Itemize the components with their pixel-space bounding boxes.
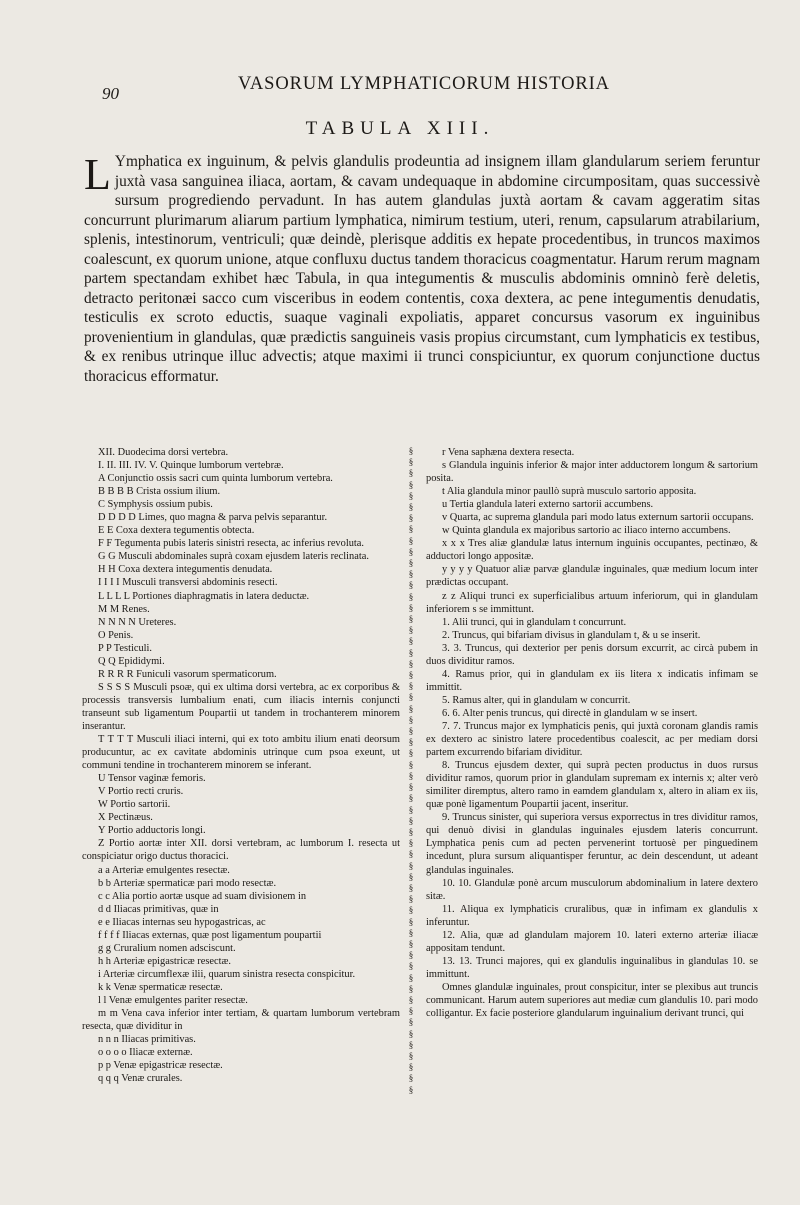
divider-ornament-icon: §: [408, 1062, 414, 1073]
legend-entry: l l Venæ emulgentes pariter resectæ.: [98, 994, 248, 1006]
legend-entry: f f f f Iliacas externas, quæ post ligamentum poupartii: [98, 929, 322, 941]
legend-entry: 3. 3. Truncus, qui dexterior per penis dorsum excurrit, ac circà pubem in duos dividitur ramos.: [426, 642, 758, 667]
legend-entry: H H Coxa dextera integumentis denudata.: [98, 564, 273, 576]
divider-ornament-icon: §: [408, 927, 414, 938]
divider-ornament-icon: §: [408, 782, 414, 793]
divider-ornament-icon: §: [408, 468, 414, 479]
legend-entry: e e Iliacas internas seu hypogastricas, ac: [98, 916, 266, 928]
legend-entry: r Vena saphæna dextera resecta.: [442, 447, 575, 458]
legend-entry: 8. Truncus ejusdem dexter, qui suprà pecten productus in duos rursus dividitur ramos, quorum prior in glandulam supremam ex internis x; alter verò similiter diremptus, altero ramo in eamdem glandulam x, altero in aliam ex iis, quæ ponè ligamentum Poupartii jacent, inseritur.: [426, 760, 758, 811]
divider-ornament-icon: §: [408, 815, 414, 826]
divider-ornament-icon: §: [408, 1006, 414, 1017]
legend-entry: S S S S Musculi psoæ, qui ex ultima dorsi vertebra, ac ex corporibus & processis transversis lumbalium enati, cum iliacis internis conjuncti transeunt sub ligamentum Poupartii ut tandem in trochanterem minorem inserantur.: [82, 681, 400, 732]
legend-entry: s Glandula inguinis inferior & major inter adductorem longum & sartorium posita.: [426, 460, 758, 485]
legend-entry: x x x Tres aliæ glandulæ latus internum inguinis occupantes, pectinæo, & adductori longo appositæ.: [426, 538, 758, 563]
divider-ornament-icon: §: [408, 524, 414, 535]
legend-entry: 5. Ramus alter, qui in glandulam w concurrit.: [442, 694, 631, 706]
divider-ornament-icon: §: [408, 513, 414, 524]
legend-entry: W Portio sartorii.: [98, 799, 171, 811]
legend-entry: Y Portio adductoris longi.: [98, 825, 206, 837]
divider-ornament-icon: §: [408, 1017, 414, 1028]
legend-entry: w Quinta glandula ex majoribus sartorio ac iliaco interno accumbens.: [442, 525, 731, 537]
legend-entry: 12. Alia, quæ ad glandulam majorem 10. lateri externo arteriæ iliacæ appositam tendunt.: [426, 929, 758, 954]
legend-entry: 4. Ramus prior, qui in glandulam ex iis litera x indicatis infimam se immittit.: [426, 668, 758, 693]
divider-ornament-icon: §: [408, 636, 414, 647]
legend-entry: XII. Duodecima dorsi vertebra.: [98, 447, 229, 458]
legend-entry: i Arteriæ circumflexæ ilii, quarum sinistra resecta conspicitur.: [98, 968, 356, 980]
legend-entry: E E Coxa dextera tegumentis obtecta.: [98, 525, 255, 537]
divider-ornament-icon: §: [408, 826, 414, 837]
divider-ornament-icon: §: [408, 602, 414, 613]
divider-ornament-icon: §: [408, 994, 414, 1005]
divider-ornament-icon: §: [408, 950, 414, 961]
divider-ornament-icon: §: [408, 658, 414, 669]
divider-ornament-icon: §: [408, 793, 414, 804]
legend-entry: X Pectinæus.: [98, 812, 153, 824]
divider-ornament-icon: §: [408, 1084, 414, 1095]
legend-entry: L L L L Portiones diaphragmatis in latera deductæ.: [98, 590, 310, 602]
legend-entry: A Conjunctio ossis sacri cum quinta lumborum vertebra.: [98, 473, 333, 485]
legend-entry: o o o o Iliacæ externæ.: [98, 1047, 193, 1059]
divider-ornament-icon: §: [408, 905, 414, 916]
legend-entry: y y y y Quatuor aliæ parvæ glandulæ inguinales, quæ medium locum inter prædictas occupant.: [426, 564, 758, 589]
divider-ornament-icon: §: [408, 558, 414, 569]
legend-entry: h h Arteriæ epigastricæ resectæ.: [98, 955, 232, 967]
divider-ornament-icon: §: [408, 972, 414, 983]
divider-ornament-icon: §: [408, 457, 414, 468]
legend-entry: Q Q Epididymi.: [98, 655, 165, 667]
divider-ornament-icon: §: [408, 479, 414, 490]
divider-ornament-icon: §: [408, 446, 414, 456]
legend-entry: P P Testiculi.: [98, 642, 153, 654]
intro-text: Ymphatica ex inguinum, & pelvis glandulis prodeuntia ad insignem illam glandularum seriem feruntur juxtà vasa sanguinea iliaca, aortam, & cavam undequaque in abdomine circumpositam, quas successivè sursum progrediendo pervadunt. In has autem glandulas juxtà aortam & cavam aggeratim sitas concurrunt plurimarum aliarum partium lymphatica, nimirum testium, uteri, renum, capsularum atrabilarium, splenis, intestinorum, ventriculi; quæ deindè, plerisque additis ex hepate procedentibus, in truncos maximos coalescunt, ex quorum unione, atque confluxu ductus tandem thoracicus coagmentatur. Harum rerum magnam partem spectandam exhibet hæc Tabula, in qua integumentis & musculis abdominis omninò ferè deletis, detracto peritonæi sacco cum visceribus in eodem contentis, coxa dextera, ac pene integumentis denudatis, testiculis ex scroto eductis, suaque vaginali expoliatis, apparet concursus vasorum ex inguinibus provenientium in glandulas, quæ prædictis sanguineis vasis propius circumstant, cum lymphaticis ex testibus, & ex renibus utrinque illuc advectis; atque maximi ii trunci conspiciuntur, ex quorum conjunctione ductus thoracicus efformatur.: [84, 153, 760, 385]
divider-ornament-icon: §: [408, 490, 414, 501]
divider-ornament-icon: §: [408, 1039, 414, 1050]
drop-cap: L: [84, 150, 111, 199]
legend-entry: I. II. III. IV. V. Quinque lumborum vertebræ.: [98, 460, 284, 472]
divider-ornament-icon: §: [408, 625, 414, 636]
divider-ornament-icon: §: [408, 647, 414, 658]
legend-entry: v Quarta, ac suprema glandula pari modo latus externum sartorii occupans.: [442, 512, 754, 524]
legend-entry: G G Musculi abdominales suprà coxam ejusdem lateris reclinata.: [98, 551, 369, 563]
plate-title: TABULA XIII.: [305, 118, 495, 139]
divider-ornament-icon: §: [408, 535, 414, 546]
legend-column-right: [426, 446, 758, 1020]
divider-ornament-icon: §: [408, 726, 414, 737]
legend-entry: B B B B Crista ossium ilium.: [98, 486, 221, 498]
divider-ornament-icon: §: [408, 871, 414, 882]
legend-entry: c c Alia portio aortæ usque ad suam divisionem in: [98, 890, 307, 902]
divider-ornament-icon: §: [408, 804, 414, 815]
legend-entry: b b Arteriæ spermaticæ pari modo resectæ.: [98, 877, 277, 889]
legend-entry: 9. Truncus sinister, qui superiora versus exporrectus in tres dividitur ramos, qui denuò divisi in glandulas inguinales ejusdem lateris concurrunt. Lymphatica penis cum ad pecten pervenerint tortuosè per pinguedinem incedunt, plura sursum aliquantisper feruntur, ac dein descendunt, ut adeant glandulas inguinales.: [426, 812, 758, 876]
legend-column-left: [82, 446, 400, 1085]
legend-entry: C Symphysis ossium pubis.: [98, 499, 213, 511]
divider-ornament-icon: §: [408, 938, 414, 949]
divider-ornament-icon: §: [408, 670, 414, 681]
divider-ornament-icon: §: [408, 614, 414, 625]
divider-ornament-icon: §: [408, 591, 414, 602]
legend-entry: 13. 13. Trunci majores, qui ex glandulis inguinalibus in glandulas 10. se immittunt.: [426, 955, 758, 980]
legend-entry: n n n Iliacas primitivas.: [98, 1034, 196, 1046]
legend-entry: Omnes glandulæ inguinales, prout conspicitur, inter se plexibus aut truncis communicant. Harum autem superiores aut mediæ cum glandulis 10. pari modo colligantur. Ex facie posteriore glandularum inguinalium derivant trunci, qui: [426, 981, 758, 1020]
divider-ornament-icon: §: [408, 860, 414, 871]
legend-entry: D D D D Limes, quo magna & parva pelvis separantur.: [98, 512, 328, 524]
divider-ornament-icon: §: [408, 961, 414, 972]
legend-entry: t Alia glandula minor paullò suprà musculo sartorio apposita.: [442, 486, 697, 498]
legend-entry: g g Cruralium nomen adsciscunt.: [98, 942, 236, 954]
legend-entry: F F Tegumenta pubis lateris sinistri resecta, ac inferius revoluta.: [98, 538, 364, 550]
legend-entry: I I I I Musculi transversi abdominis resecti.: [98, 577, 278, 589]
divider-ornament-icon: §: [408, 916, 414, 927]
divider-ornament-icon: §: [408, 748, 414, 759]
legend-entry: N N N N Ureteres.: [98, 616, 177, 628]
divider-ornament-icon: §: [408, 546, 414, 557]
legend-entry: M M Renes.: [98, 603, 150, 615]
divider-ornament-icon: §: [408, 770, 414, 781]
page-number: 90: [102, 84, 119, 103]
legend-entry: 7. 7. Truncus major ex lymphaticis penis, qui juxtà coronam glandis ramis ex dextero ac sinistro latere procedentibus coalescit, ac per mediam dorsi partem excurrendo bifariam dividitur.: [426, 720, 758, 759]
divider-ornament-icon: §: [408, 1050, 414, 1061]
divider-ornament-icon: §: [408, 502, 414, 513]
legend-entry: Z Portio aortæ inter XII. dorsi vertebram, ac lumborum I. resecta ut conspiciatur origo ductus thoracici.: [82, 838, 400, 863]
legend-entry: d d Iliacas primitivas, quæ in: [98, 903, 219, 915]
divider-ornament-icon: §: [408, 882, 414, 893]
divider-ornament-icon: §: [408, 983, 414, 994]
legend-entry: 1. Alii trunci, qui in glandulam t concurrunt.: [442, 616, 627, 628]
divider-ornament-icon: §: [408, 838, 414, 849]
divider-ornament-icon: §: [408, 580, 414, 591]
legend-entry: k k Venæ spermaticæ resectæ.: [98, 981, 223, 993]
legend-entry: R R R R Funiculi vasorum spermaticorum.: [98, 668, 277, 680]
ornamental-divider: [404, 446, 418, 1096]
divider-ornament-icon: §: [408, 569, 414, 580]
divider-ornament-icon: §: [408, 849, 414, 860]
running-head: VASORUM LYMPHATICORUM HISTORIA: [238, 74, 610, 94]
legend-entry: z z Aliqui trunci ex superficialibus artuum inferiorum, qui in glandulam inferiorem s se immittunt.: [426, 590, 758, 615]
divider-ornament-icon: §: [408, 714, 414, 725]
divider-ornament-icon: §: [408, 1028, 414, 1039]
legend-entry: m m Vena cava inferior inter tertiam, & quartam lumborum vertebram resecta, quæ dividitur in: [82, 1008, 400, 1033]
legend-entry: 10. 10. Glandulæ ponè arcum musculorum abdominalium in latere dextero sitæ.: [426, 877, 758, 902]
intro-paragraph: [84, 152, 760, 386]
divider-ornament-icon: §: [408, 894, 414, 905]
legend-entry: O Penis.: [98, 629, 134, 641]
divider-ornament-icon: §: [408, 692, 414, 703]
legend-entry: V Portio recti cruris.: [98, 786, 184, 798]
legend-entry: q q q Venæ crurales.: [98, 1073, 183, 1085]
divider-ornament-icon: §: [408, 759, 414, 770]
legend-entry: u Tertia glandula lateri externo sartorii accumbens.: [442, 499, 654, 511]
divider-ornament-icon: §: [408, 703, 414, 714]
divider-ornament-icon: §: [408, 681, 414, 692]
legend-entry: 2. Truncus, qui bifariam divisus in glandulam t, & u se inserit.: [442, 629, 701, 641]
legend-entry: a a Arteriæ emulgentes resectæ.: [98, 864, 230, 876]
legend-entry: U Tensor vaginæ femoris.: [98, 773, 206, 785]
legend-entry: T T T T Musculi iliaci interni, qui ex toto ambitu ilium enati deorsum producuntur, ac ex cavitate abdominis utrinque cum psoa exeunt, ut communi tendine in trochanterem minorem se inferant.: [82, 734, 400, 772]
legend-entry: p p Venæ epigastricæ resectæ.: [98, 1060, 223, 1072]
divider-ornament-icon: §: [408, 1073, 414, 1084]
divider-ornament-icon: §: [408, 737, 414, 748]
legend-entry: 6. 6. Alter penis truncus, qui directè in glandulam w se insert.: [442, 707, 698, 719]
legend-entry: 11. Aliqua ex lymphaticis cruralibus, quæ in infimam ex glandulis x inferuntur.: [426, 903, 758, 928]
